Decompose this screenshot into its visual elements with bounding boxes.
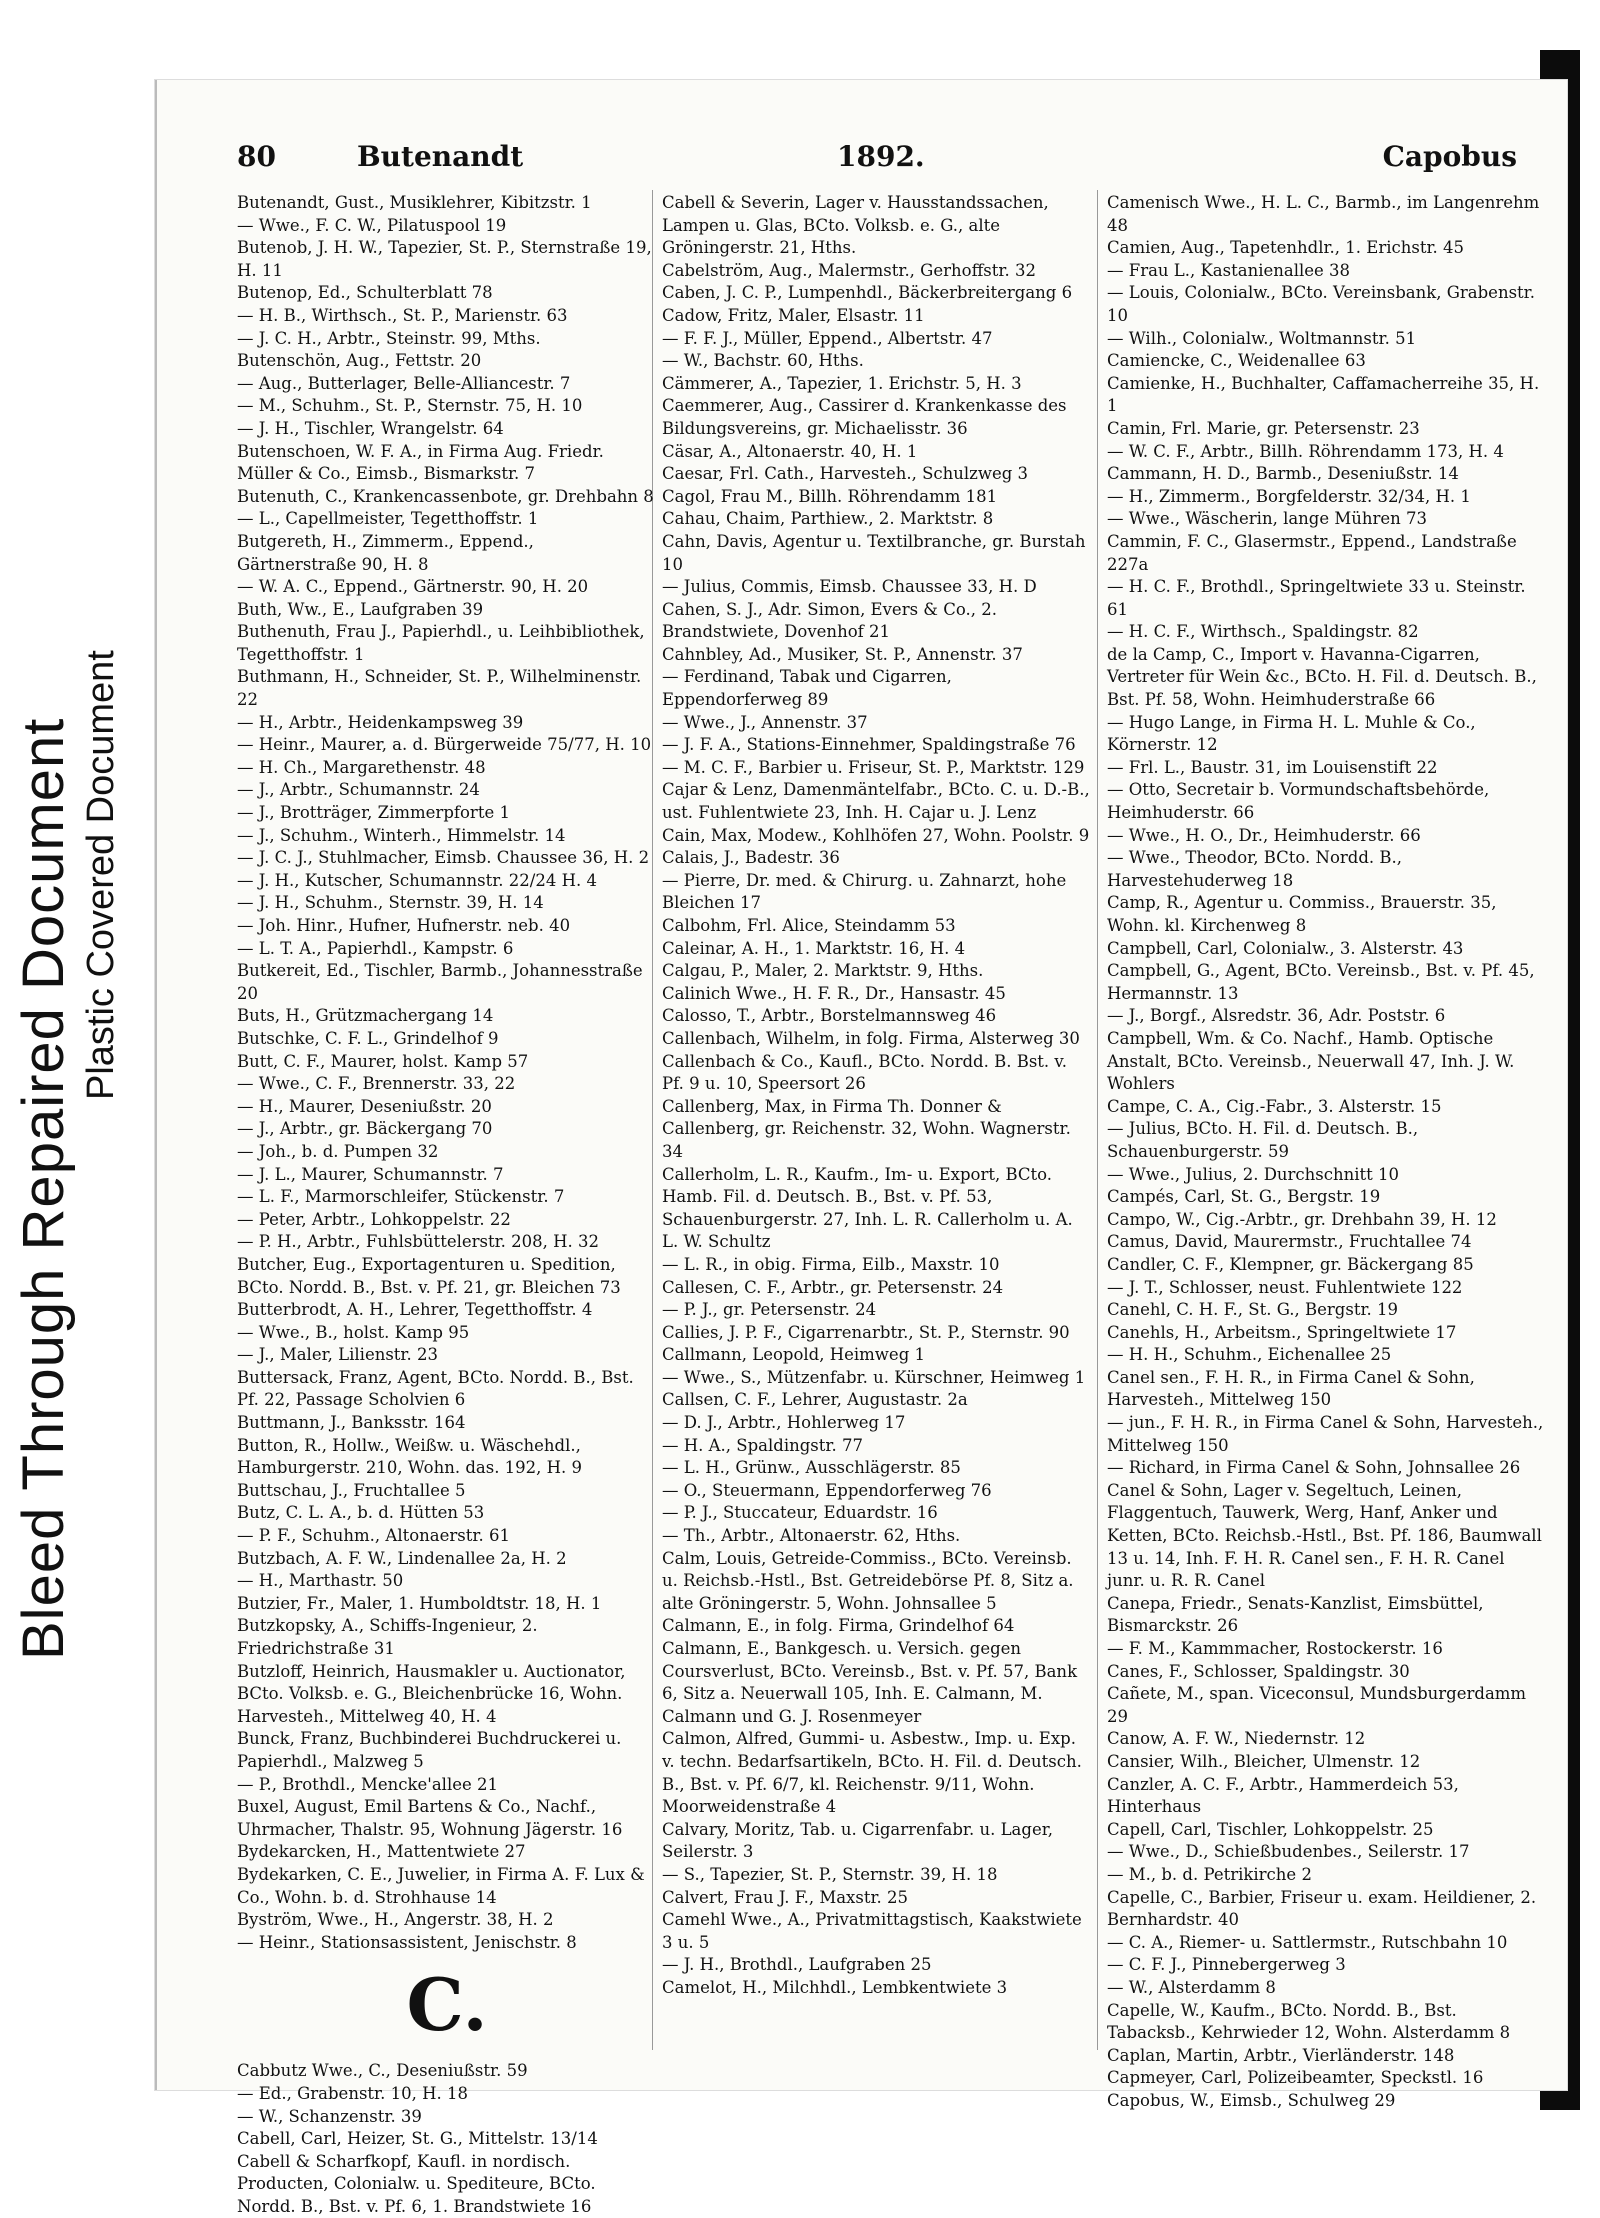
directory-entry: Cahn, Davis, Agentur u. Textilbranche, gr. Burstah 10 — [662, 531, 1086, 574]
directory-entry: Butenandt, Gust., Musiklehrer, Kibitzstr. 1 — [237, 193, 592, 212]
directory-entry: — Wwe., J., Annenstr. 37 — [662, 712, 868, 732]
directory-entry: — C. A., Riemer- u. Sattlermstr., Rutschbahn 10 — [1107, 1932, 1508, 1952]
directory-entry: — W., Alsterdamm 8 — [1107, 1977, 1276, 1997]
directory-entry: — Richard, in Firma Canel & Sohn, Johnsallee 26 — [1107, 1458, 1521, 1478]
directory-entry: Butenop, Ed., Schulterblatt 78 — [237, 283, 493, 303]
directory-entry: Cadow, Fritz, Maler, Elsastr. 11 — [662, 305, 925, 325]
directory-entry: — Wwe., S., Mützenfabr. u. Kürschner, Heimweg 1 — [662, 1367, 1086, 1387]
directory-entry: Cain, Max, Modew., Kohlhöfen 27, Wohn. Poolstr. 9 — [662, 825, 1090, 845]
directory-entry: Caleinar, A. H., 1. Marktstr. 16, H. 4 — [662, 938, 966, 958]
header-year: 1892. — [837, 140, 925, 173]
directory-entry: — Julius, BCto. H. Fil. d. Deutsch. B., Schauenburgerstr. 59 — [1107, 1119, 1419, 1161]
directory-entry: — jun., F. H. R., in Firma Canel & Sohn, Harvesteh., Mittelweg 150 — [1107, 1413, 1544, 1455]
column-divider — [1097, 190, 1098, 2050]
directory-entry: Butterbrodt, A. H., Lehrer, Tegetthoffstr. 4 — [237, 1300, 593, 1320]
directory-entry: Camien, Aug., Tapetenhdlr., 1. Erichstr. 45 — [1107, 238, 1465, 258]
directory-entry: Canes, F., Schlosser, Spaldingstr. 30 — [1107, 1661, 1410, 1681]
banner-main-text: Bleed Through Repaired Document — [11, 717, 76, 1660]
directory-entry: Caben, J. C. P., Lumpenhdl., Bäckerbreitergang 6 — [662, 283, 1073, 303]
directory-entry: Camelot, H., Milchhdl., Lembkentwiete 3 — [662, 1977, 1008, 1997]
directory-entry: Calm, Louis, Getreide-Commiss., BCto. Vereinsb. u. Reichsb.-Hstl., Bst. Getreidebörse Pf. 8, Sitz a. alte Gröningerstr. 5, Wohn. Johnsallee 5 — [662, 1548, 1074, 1613]
directory-entry: — J. H., Tischler, Wrangelstr. 64 — [237, 418, 504, 438]
directory-entry: Camin, Frl. Marie, gr. Petersenstr. 23 — [1107, 418, 1420, 438]
directory-entry: Calmann, E., Bankgesch. u. Versich. gegen Coursverlust, BCto. Vereinsb., Bst. v. Pf. 57, Bank 6, Sitz a. Neuerwall 105, Inh. E. Calmann, M. Calmann und G. J. Rosenmeyer — [662, 1639, 1078, 1726]
directory-entry: Caplan, Martin, Arbtr., Vierländerstr. 148 — [1107, 2045, 1455, 2065]
directory-entry: Cammin, F. C., Glasermstr., Eppend., Landstraße 227a — [1107, 531, 1517, 574]
directory-entry: — O., Steuermann, Eppendorferweg 76 — [662, 1480, 992, 1500]
directory-entry: — L., Capellmeister, Tegetthoffstr. 1 — [237, 509, 539, 529]
directory-entry: — Heinr., Maurer, a. d. Bürgerweide 75/77, H. 10 — [237, 735, 652, 755]
directory-entry: Capell, Carl, Tischler, Lohkoppelstr. 25 — [1107, 1819, 1434, 1839]
directory-entry: — Aug., Butterlager, Belle-Alliancestr. 7 — [237, 373, 571, 393]
directory-entry: Callenbach & Co., Kaufl., BCto. Nordd. B. Bst. v. Pf. 9 u. 10, Speersort 26 — [662, 1051, 1068, 1094]
directory-entry: Canepa, Friedr., Senats-Kanzlist, Eimsbüttel, Bismarckstr. 26 — [1107, 1593, 1484, 1636]
page-header — [237, 140, 1517, 184]
directory-entry: Canel sen., F. H. R., in Firma Canel & Sohn, Harvesteh., Mittelweg 150 — [1107, 1367, 1475, 1410]
directory-entry: Cabell & Severin, Lager v. Hausstandssachen, Lampen u. Glas, BCto. Volksb. e. G., alte Gröningerstr. 21, Hths. — [662, 193, 1049, 258]
directory-entry: — Louis, Colonialw., BCto. Vereinsbank, Grabenstr. 10 — [1107, 283, 1535, 325]
directory-entry: — M. C. F., Barbier u. Friseur, St. P., Marktstr. 129 — [662, 757, 1085, 777]
directory-entry: — Otto, Secretair b. Vormundschaftsbehörde, Heimhuderstr. 66 — [1107, 780, 1490, 823]
directory-entry: — H., Marthastr. 50 — [237, 1571, 404, 1591]
directory-entry: Callesen, C. F., Arbtr., gr. Petersenstr. 24 — [662, 1277, 1004, 1297]
directory-entry: Capelle, W., Kaufm., BCto. Nordd. B., Bst. Tabacksb., Kehrwieder 12, Wohn. Alsterdamm 8 — [1107, 2000, 1511, 2043]
directory-entry: Camiencke, C., Weidenallee 63 — [1107, 351, 1366, 371]
directory-entry: — L. H., Grünw., Ausschlägerstr. 85 — [662, 1458, 961, 1478]
directory-entry: Cammann, H. D., Barmb., Deseniußstr. 14 — [1107, 464, 1459, 484]
directory-entry: — Wwe., F. C. W., Pilatuspool 19 — [237, 215, 507, 235]
directory-entry: Butenob, J. H. W., Tapezier, St. P., Sternstraße 19, H. 11 — [237, 238, 652, 280]
directory-entry: Buxel, August, Emil Bartens & Co., Nachf., Uhrmacher, Thalstr. 95, Wohnung Jägerstr. 16 — [237, 1797, 623, 1839]
directory-entry: — Julius, Commis, Eimsb. Chaussee 33, H. D — [662, 577, 1037, 597]
directory-entry: Calbohm, Frl. Alice, Steindamm 53 — [662, 916, 956, 935]
directory-entry: — J. H., Brothdl., Laufgraben 25 — [662, 1955, 932, 1975]
directory-entry: — W. A. C., Eppend., Gärtnerstr. 90, H. 20 — [237, 577, 589, 597]
column-3 — [1107, 192, 1547, 2112]
directory-entry: — H. H., Schuhm., Eichenallee 25 — [1107, 1345, 1392, 1365]
directory-entry: — Frau L., Kastanienallee 38 — [1107, 260, 1351, 280]
directory-entry: Butenschön, Aug., Fettstr. 20 — [237, 351, 482, 371]
header-left-word: Butenandt — [357, 140, 524, 173]
directory-entry: Butzloff, Heinrich, Hausmakler u. Auctionator, BCto. Volksb. e. G., Bleichenbrücke 16, Wohn. Harvesteh., Mittelweg 40, H. 4 — [237, 1661, 626, 1726]
directory-entry: Butgereth, H., Zimmerm., Eppend., Gärtnerstraße 90, H. 8 — [237, 531, 534, 574]
directory-entry: — Peter, Arbtr., Lohkoppelstr. 22 — [237, 1209, 511, 1229]
directory-entry: Byström, Wwe., H., Angerstr. 38, H. 2 — [237, 1910, 554, 1930]
directory-entry: — S., Tapezier, St. P., Sternstr. 39, H. 18 — [662, 1864, 998, 1884]
directory-entry: — Ferdinand, Tabak und Cigarren, Eppendorferweg 89 — [662, 667, 952, 710]
directory-entry: Calosso, T., Arbtr., Borstelmannsweg 46 — [662, 1006, 997, 1026]
directory-entry: Campbell, Carl, Colonialw., 3. Alsterstr. 43 — [1107, 938, 1464, 958]
directory-entry: Buttmann, J., Banksstr. 164 — [237, 1413, 466, 1433]
directory-entry: Buth, Ww., E., Laufgraben 39 — [237, 599, 484, 619]
directory-entry: — J. C. J., Stuhlmacher, Eimsb. Chaussee 36, H. 2 — [237, 848, 650, 868]
directory-entry: Calinich Wwe., H. F. R., Dr., Hansastr. 45 — [662, 983, 1006, 1003]
directory-entry: — P. J., gr. Petersenstr. 24 — [662, 1300, 877, 1320]
directory-entry: — H. C. F., Wirthsch., Spaldingstr. 82 — [1107, 622, 1419, 642]
directory-entry: — Joh., b. d. Pumpen 32 — [237, 1141, 439, 1161]
directory-entry: Capmeyer, Carl, Polizeibeamter, Speckstl. 16 — [1107, 2068, 1484, 2088]
directory-entry: Butkereit, Ed., Tischler, Barmb., Johannesstraße 20 — [237, 961, 643, 1003]
directory-entry: Cabbutz Wwe., C., Deseniußstr. 59 — [237, 2061, 528, 2081]
banner-sub-text: Plastic Covered Document — [80, 650, 122, 1100]
directory-entry: Capelle, C., Barbier, Friseur u. exam. Heildiener, 2. Bernhardstr. 40 — [1107, 1887, 1537, 1930]
directory-entry: — M., b. d. Petrikirche 2 — [1107, 1864, 1312, 1884]
directory-entry: Camp, R., Agentur u. Commiss., Brauerstr. 35, Wohn. kl. Kirchenweg 8 — [1107, 893, 1497, 935]
directory-entry: — Wwe., C. F., Brennerstr. 33, 22 — [237, 1074, 516, 1094]
directory-entry: Callsen, C. F., Lehrer, Augustastr. 2a — [662, 1390, 968, 1410]
directory-entry: Cabell, Carl, Heizer, St. G., Mittelstr. 13/14 — [237, 2129, 598, 2149]
directory-entry: Butenuth, C., Krankencassenbote, gr. Drehbahn 8 — [237, 486, 654, 506]
column-1 — [237, 192, 657, 2218]
directory-entry: — H. A., Spaldingstr. 77 — [662, 1435, 863, 1455]
directory-entry: Camienke, H., Buchhalter, Caffamacherreihe 35, H. 1 — [1107, 373, 1540, 416]
directory-entry: — Wwe., Theodor, BCto. Nordd. B., Harvestehuderweg 18 — [1107, 848, 1403, 890]
directory-entry: Cabelström, Aug., Malermstr., Gerhoffstr. 32 — [662, 260, 1036, 280]
directory-entry: — Wwe., H. O., Dr., Heimhuderstr. 66 — [1107, 825, 1421, 845]
directory-entry: — J., Maler, Lilienstr. 23 — [237, 1345, 438, 1365]
directory-entry: Callenberg, Max, in Firma Th. Donner & Callenberg, gr. Reichenstr. 32, Wohn. Wagnerstr. 34 — [662, 1096, 1071, 1161]
directory-entry: Callenbach, Wilhelm, in folg. Firma, Alsterweg 30 — [662, 1028, 1080, 1048]
side-banner — [0, 0, 150, 2177]
directory-entry: — H. B., Wirthsch., St. P., Marienstr. 63 — [237, 305, 568, 325]
directory-entry: Canow, A. F. W., Niedernstr. 12 — [1107, 1729, 1366, 1749]
directory-entry: — F. M., Kammmacher, Rostockerstr. 16 — [1107, 1639, 1443, 1658]
directory-entry: Cämmerer, A., Tapezier, 1. Erichstr. 5, H. 3 — [662, 373, 1022, 393]
directory-entry: Campe, C. A., Cig.-Fabr., 3. Alsterstr. 15 — [1107, 1096, 1442, 1116]
directory-entry: Calais, J., Badestr. 36 — [662, 848, 840, 868]
directory-entry: — M., Schuhm., St. P., Sternstr. 75, H. 10 — [237, 396, 583, 416]
directory-entry: — Wilh., Colonialw., Woltmannstr. 51 — [1107, 328, 1417, 348]
directory-entry: Butzier, Fr., Maler, 1. Humboldtstr. 18, H. 1 — [237, 1593, 602, 1613]
directory-entry: Buttschau, J., Fruchtallee 5 — [237, 1480, 466, 1500]
directory-entry: Buthmann, H., Schneider, St. P., Wilhelminenstr. 22 — [237, 667, 642, 710]
directory-entry: Canzler, A. C. F., Arbtr., Hammerdeich 53, Hinterhaus — [1107, 1774, 1459, 1817]
directory-entry: Cagol, Frau M., Billh. Röhrendamm 181 — [662, 486, 998, 506]
directory-entry: — J., Schuhm., Winterh., Himmelstr. 14 — [237, 825, 566, 845]
directory-entry: Butenschoen, W. F. A., in Firma Aug. Friedr. Müller & Co., Eimsb., Bismarkstr. 7 — [237, 441, 604, 484]
directory-entry: Butt, C. F., Maurer, holst. Kamp 57 — [237, 1051, 529, 1071]
directory-entry: — J. H., Kutscher, Schumannstr. 22/24 H. 4 — [237, 870, 597, 890]
directory-entry: — J. L., Maurer, Schumannstr. 7 — [237, 1164, 504, 1184]
directory-entry: — Pierre, Dr. med. & Chirurg. u. Zahnarzt, hohe Bleichen 17 — [662, 870, 1067, 913]
directory-entry: Callmann, Leopold, Heimweg 1 — [662, 1345, 925, 1365]
directory-entry: — F. F. J., Müller, Eppend., Albertstr. 47 — [662, 328, 993, 348]
directory-entry: Cajar & Lenz, Damenmäntelfabr., BCto. C. u. D.-B., ust. Fuhlentwiete 23, Inh. H. Cajar u. J. Lenz — [662, 780, 1090, 823]
directory-entry: — J., Arbtr., gr. Bäckergang 70 — [237, 1119, 493, 1139]
directory-entry: Calmon, Alfred, Gummi- u. Asbestw., Imp. u. Exp. v. techn. Bedarfsartikeln, BCto. H. Fil. d. Deutsch. B., Bst. v. Pf. 6/7, kl. Reichenstr. 9/11, Wohn. Moorweidenstraße 4 — [662, 1729, 1082, 1817]
directory-entry: — W. C. F., Arbtr., Billh. Röhrendamm 173, H. 4 — [1107, 441, 1504, 461]
directory-entry: — P. F., Schuhm., Altonaerstr. 61 — [237, 1526, 510, 1546]
directory-entry: Cahau, Chaim, Parthiew., 2. Marktstr. 8 — [662, 509, 994, 529]
directory-entry: Buttersack, Franz, Agent, BCto. Nordd. B., Bst. Pf. 22, Passage Scholvien 6 — [237, 1367, 634, 1410]
directory-entry: — Ed., Grabenstr. 10, H. 18 — [237, 2083, 468, 2103]
directory-entry: — H. C. F., Brothdl., Springeltwiete 33 u. Steinstr. 61 — [1107, 577, 1526, 619]
directory-entry: Caemmerer, Aug., Cassirer d. Krankenkasse des Bildungsvereins, gr. Michaelisstr. 36 — [662, 396, 1067, 438]
directory-entry: — H., Zimmerm., Borgfelderstr. 32/34, H. 1 — [1107, 486, 1471, 506]
directory-entry: Callerholm, L. R., Kaufm., Im- u. Export, BCto. Hamb. Fil. d. Deutsch. B., Bst. v. Pf. 53, Schauenburgerstr. 27, Inh. L. R. Callerholm u. A. L. W. Schultz — [662, 1164, 1073, 1252]
directory-entry: de la Camp, C., Import v. Havanna-Cigarren, Vertreter für Wein &c., BCto. H. Fil. d. Deutsch. B., Bst. Pf. 58, Wohn. Heimhuderstraße 66 — [1107, 644, 1537, 710]
directory-entry: Cansier, Wilh., Bleicher, Ulmenstr. 12 — [1107, 1751, 1421, 1771]
directory-entry: — P. J., Stuccateur, Eduardstr. 16 — [662, 1503, 938, 1523]
directory-entry: Canehl, C. H. F., St. G., Bergstr. 19 — [1107, 1300, 1399, 1320]
directory-entry: Cañete, M., span. Viceconsul, Mundsburgerdamm 29 — [1107, 1684, 1527, 1726]
directory-entry: Button, R., Hollw., Weißw. u. Wäschehdl., Hamburgerstr. 210, Wohn. das. 192, H. 9 — [237, 1435, 583, 1478]
directory-entry: Cäsar, A., Altonaerstr. 40, H. 1 — [662, 441, 918, 461]
directory-entry: — L. F., Marmorschleifer, Stückenstr. 7 — [237, 1187, 565, 1207]
directory-entry: Buts, H., Grützmachergang 14 — [237, 1006, 494, 1026]
directory-entry: Cabell & Scharfkopf, Kaufl. in nordisch. Producten, Colonialw. u. Spediteure, BCto. Nordd. B., Bst. v. Pf. 6, 1. Brandstwiete 16 — [237, 2151, 596, 2216]
directory-entry: Capobus, W., Eimsb., Schulweg 29 — [1107, 2090, 1396, 2110]
directory-entry: Calvert, Frau J. F., Maxstr. 25 — [662, 1887, 909, 1907]
directory-entry: Camehl Wwe., A., Privatmittagstisch, Kaakstwiete 3 u. 5 — [662, 1910, 1082, 1952]
directory-entry: Bydekarken, C. E., Juwelier, in Firma A. F. Lux & Co., Wohn. b. d. Strohhause 14 — [237, 1864, 645, 1907]
directory-entry: — W., Schanzenstr. 39 — [237, 2106, 422, 2126]
header-right-word: Capobus — [1382, 140, 1517, 173]
directory-entry: — J. C. H., Arbtr., Steinstr. 99, Mths. — [237, 328, 541, 348]
directory-entry: — Heinr., Stationsassistent, Jenischstr. 8 — [237, 1932, 577, 1952]
directory-entry: Bydekarcken, H., Mattentwiete 27 — [237, 1842, 526, 1862]
directory-entry: — C. F. J., Pinnebergerweg 3 — [1107, 1955, 1346, 1975]
directory-entry: Butz, C. L. A., b. d. Hütten 53 — [237, 1503, 485, 1523]
directory-entry: — L. R., in obig. Firma, Eilb., Maxstr. 10 — [662, 1254, 1000, 1274]
directory-entry: Buthenuth, Frau J., Papierhdl., u. Leihbibliothek, Tegetthoffstr. 1 — [237, 622, 645, 664]
directory-entry: — Wwe., Wäscherin, lange Mühren 73 — [1107, 509, 1428, 529]
directory-entry: — D. J., Arbtr., Hohlerweg 17 — [662, 1413, 906, 1433]
directory-entry: Butcher, Eug., Exportagenturen u. Spedition, BCto. Nordd. B., Bst. v. Pf. 21, gr. Bleichen 73 — [237, 1254, 621, 1297]
directory-entry: — W., Bachstr. 60, Hths. — [662, 351, 864, 371]
directory-entry: Calvary, Moritz, Tab. u. Cigarrenfabr. u. Lager, Seilerstr. 3 — [662, 1819, 1054, 1862]
directory-entry: Camus, David, Maurermstr., Fruchtallee 74 — [1107, 1232, 1472, 1252]
directory-entry: — J., Arbtr., Schumannstr. 24 — [237, 780, 480, 800]
directory-entry: Canel & Sohn, Lager v. Segeltuch, Leinen, Flaggentuch, Tauwerk, Werg, Hanf, Anker und Ketten, BCto. Reichsb.-Hstl., Bst. Pf. 186, Baumwall 13 u. 14, Inh. F. H. R. Canel sen., F. H. R. Canel junr. u. R. R. Canel — [1107, 1480, 1542, 1591]
directory-entry: — P., Brothdl., Mencke'allee 21 — [237, 1774, 499, 1794]
directory-entry: — J., Brotträger, Zimmerpforte 1 — [237, 803, 510, 823]
directory-entry: — P. H., Arbtr., Fuhlsbüttelerstr. 208, H. 32 — [237, 1232, 600, 1252]
directory-entry: Campo, W., Cig.-Arbtr., gr. Drehbahn 39, H. 12 — [1107, 1209, 1497, 1229]
directory-entry: Campés, Carl, St. G., Bergstr. 19 — [1107, 1187, 1381, 1207]
directory-entry: Canehls, H., Arbeitsm., Springeltwiete 17 — [1107, 1322, 1457, 1342]
directory-entry: Bunck, Franz, Buchbinderei Buchdruckerei u. Papierhdl., Malzweg 5 — [237, 1729, 622, 1771]
directory-entry: Callies, J. P. F., Cigarrenarbtr., St. P., Sternstr. 90 — [662, 1322, 1070, 1342]
directory-entry: — J. H., Schuhm., Sternstr. 39, H. 14 — [237, 893, 544, 913]
directory-entry: — H., Arbtr., Heidenkampsweg 39 — [237, 712, 524, 732]
directory-entry: — J. T., Schlosser, neust. Fuhlentwiete 122 — [1107, 1277, 1463, 1297]
directory-entry: Calgau, P., Maler, 2. Marktstr. 9, Hths. — [662, 961, 984, 981]
directory-entry: — Hugo Lange, in Firma H. L. Muhle & Co., Körnerstr. 12 — [1107, 712, 1476, 755]
directory-entry: — J. F. A., Stations-Einnehmer, Spaldingstraße 76 — [662, 735, 1076, 755]
directory-entry: Butschke, C. F. L., Grindelhof 9 — [237, 1028, 499, 1048]
directory-entry: Candler, C. F., Klempner, gr. Bäckergang 85 — [1107, 1254, 1474, 1274]
directory-entry: — Wwe., D., Schießbudenbes., Seilerstr. 17 — [1107, 1842, 1470, 1862]
directory-entry: Butzbach, A. F. W., Lindenallee 2a, H. 2 — [237, 1548, 567, 1568]
directory-entry: — Frl. L., Baustr. 31, im Louisenstift 22 — [1107, 757, 1438, 777]
directory-entry: Cahen, S. J., Adr. Simon, Evers & Co., 2. Brandstwiete, Dovenhof 21 — [662, 599, 997, 642]
directory-entry: — H. Ch., Margarethenstr. 48 — [237, 757, 486, 777]
column-2 — [662, 192, 1092, 2000]
directory-entry: Camenisch Wwe., H. L. C., Barmb., im Langenrehm 48 — [1107, 193, 1540, 235]
page-number: 80 — [237, 140, 276, 173]
directory-entry: — Joh. Hinr., Hufner, Hufnerstr. neb. 40 — [237, 916, 571, 935]
directory-entry: Butzkopsky, A., Schiffs-Ingenieur, 2. Friedrichstraße 31 — [237, 1616, 538, 1658]
directory-entry: — Th., Arbtr., Altonaerstr. 62, Hths. — [662, 1526, 961, 1546]
directory-entry: — H., Maurer, Deseniußstr. 20 — [237, 1096, 492, 1116]
directory-entry: — Wwe., Julius, 2. Durchschnitt 10 — [1107, 1164, 1400, 1184]
directory-entry: Campbell, G., Agent, BCto. Vereinsb., Bst. v. Pf. 45, Hermannstr. 13 — [1107, 961, 1535, 1003]
directory-entry: — Wwe., B., holst. Kamp 95 — [237, 1322, 470, 1342]
directory-entry: Caesar, Frl. Cath., Harvesteh., Schulzweg 3 — [662, 464, 1029, 484]
directory-page — [155, 80, 1567, 2216]
directory-entry: Cahnbley, Ad., Musiker, St. P., Annenstr. 37 — [662, 644, 1023, 664]
directory-entry: Calmann, E., in folg. Firma, Grindelhof 64 — [662, 1616, 1015, 1636]
directory-entry: — L. T. A., Papierhdl., Kampstr. 6 — [237, 938, 514, 958]
directory-entry: Campbell, Wm. & Co. Nachf., Hamb. Optische Anstalt, BCto. Vereinsb., Neuerwall 47, Inh. J. W. Wohlers — [1107, 1028, 1515, 1094]
section-letter: C. — [406, 1962, 488, 2048]
directory-entry: — J., Borgf., Alsredstr. 36, Adr. Poststr. 6 — [1107, 1006, 1446, 1026]
